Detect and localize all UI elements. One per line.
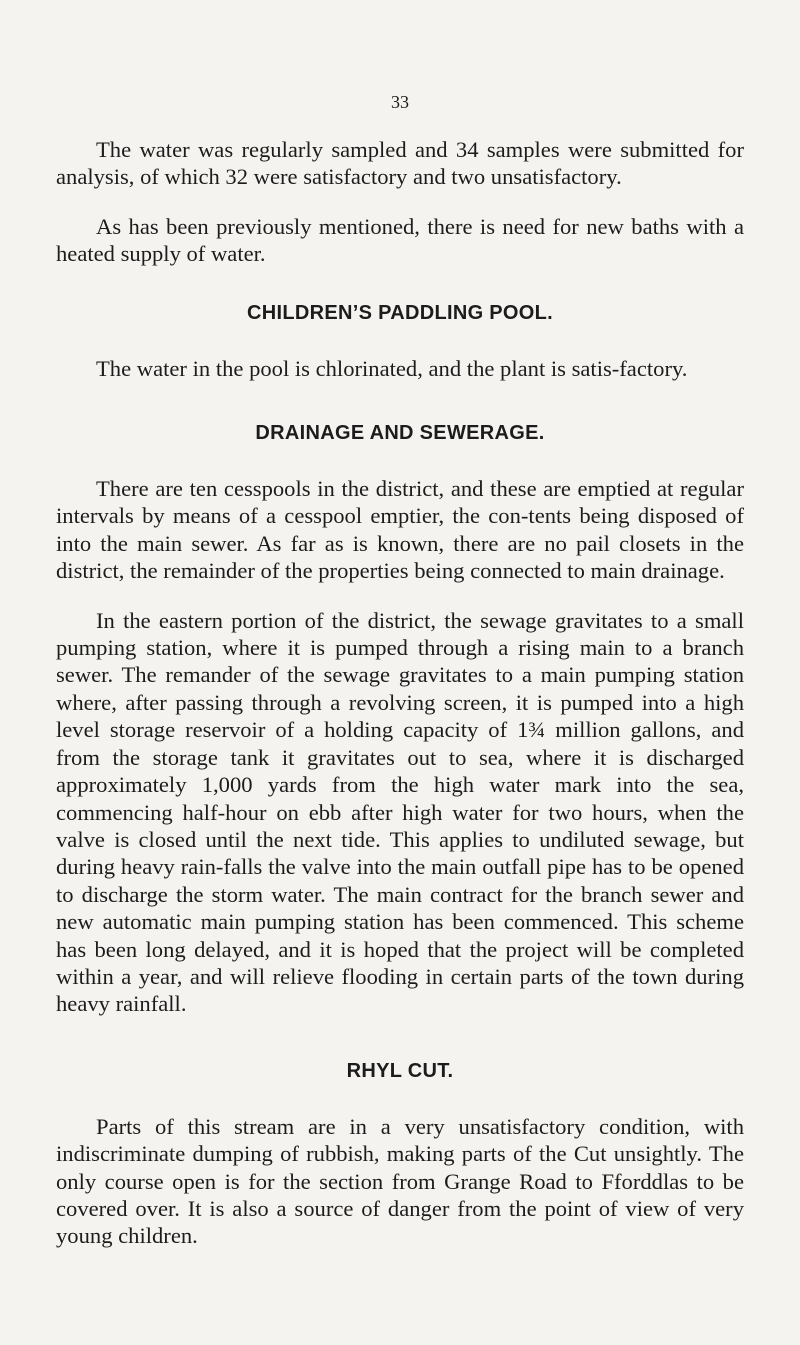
paddling-pool-paragraph: The water in the pool is chlorinated, and the plant is satis-factory. bbox=[96, 355, 688, 381]
water-sampling-paragraph: The water was regularly sampled and 34 samples were submitted for analysis, of which 32 were satisfactory and two unsatisfactory. bbox=[56, 137, 744, 190]
drainage-heading: DRAINAGE AND SEWERAGE. bbox=[255, 422, 545, 445]
rhyl-cut-heading: RHYL CUT. bbox=[346, 1059, 454, 1082]
paddling-pool-heading: CHILDREN’S PADDLING POOL. bbox=[246, 301, 554, 324]
page-number: 33 bbox=[391, 92, 409, 112]
sewage-paragraph: In the eastern portion of the district, the sewage gravitates to a small pumping station, where it is pumped through a rising main to a branch sewer. The remander of the sewage gravitates to a main pumping station where, after passing through a revolving screen, it is pumped into a high level storage reservoir of a holding capacity of 1¾ million gallons, and from the storage tank it gravitates out to sea, where it is discharged approximately 1,000 yards from the high water mark into the sea, commencing half-hour on ebb after high water for two hours, when the valve is closed until the next tide. This applies to undiluted sewage, but during heavy rain-falls the valve into the main outfall pipe has to be opened to discharge the storm water. The main contract for the branch sewer and new automatic main pumping station has been commenced. This scheme has been long delayed, and it is hoped that the project will be completed within a year, and will relieve flooding in certain parts of the town during heavy rainfall. bbox=[56, 607, 744, 1017]
cesspools-paragraph: There are ten cesspools in the district, and these are emptied at regular intervals by means of a cesspool emptier, the con-tents being disposed of into the main sewer. As far as is known, there are no pail closets in the district, the remainder of the properties being connected to main drainage. bbox=[56, 476, 744, 584]
page-body bbox=[56, 136, 744, 1250]
new-baths-paragraph: As has been previously mentioned, there is need for new baths with a heated supply of water. bbox=[56, 213, 744, 267]
rhyl-cut-paragraph: Parts of this stream are in a very unsatisfactory condition, with indiscriminate dumping of rubbish, making parts of the Cut unsightly. The only course open is for the section from Grange Road to Fforddlas to be covered over. It is also a source of danger from the point of view of very young children. bbox=[56, 1113, 744, 1249]
